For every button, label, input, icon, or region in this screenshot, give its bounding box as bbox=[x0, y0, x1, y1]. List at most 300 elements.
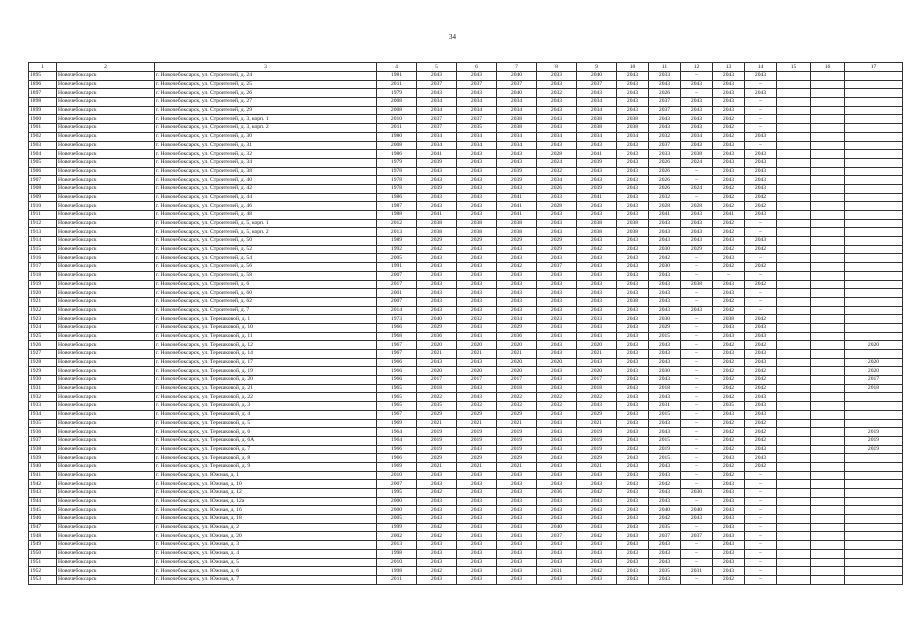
table-cell: 1989 bbox=[377, 237, 417, 246]
table-cell: г. Новочебоксарск, ул. Строителей, д. 27 bbox=[155, 98, 377, 107]
table-cell: 2029 bbox=[681, 245, 713, 254]
table-cell bbox=[777, 506, 811, 515]
table-cell: – bbox=[681, 358, 713, 367]
table-cell: 2043 bbox=[617, 80, 649, 89]
table-cell: 1911 bbox=[29, 211, 57, 220]
table-cell bbox=[811, 515, 845, 524]
table-cell: 2043 bbox=[649, 428, 681, 437]
table-cell: 2043 bbox=[537, 462, 577, 471]
table-cell: 2043 bbox=[457, 167, 497, 176]
table-row bbox=[29, 219, 903, 228]
table-cell bbox=[845, 575, 903, 584]
table-cell: 2043 bbox=[417, 541, 457, 550]
table-cell: 2043 bbox=[537, 549, 577, 558]
table-cell: 2043 bbox=[457, 393, 497, 402]
table-cell: 2038 bbox=[577, 124, 617, 133]
table-cell: 2029 bbox=[577, 454, 617, 463]
table-cell bbox=[845, 106, 903, 115]
table-cell: 2019 bbox=[417, 445, 457, 454]
table-cell: 2043 bbox=[417, 289, 457, 298]
table-cell: 2032 bbox=[457, 402, 497, 411]
table-cell: 2043 bbox=[617, 436, 649, 445]
table-cell: 1944 bbox=[29, 497, 57, 506]
table-cell: 2043 bbox=[457, 567, 497, 576]
table-cell: г. Новочебоксарск, ул. Строителей, д. 5, корп. 1 bbox=[155, 219, 377, 228]
table-cell: 1914 bbox=[29, 237, 57, 246]
table-cell: 2043 bbox=[537, 506, 577, 515]
table-cell bbox=[811, 263, 845, 272]
table-cell: 2002 bbox=[377, 532, 417, 541]
table-cell: 2042 bbox=[745, 367, 777, 376]
table-cell: 2038 bbox=[681, 150, 713, 159]
table-row bbox=[29, 254, 903, 263]
table-cell: 2043 bbox=[649, 124, 681, 133]
table-cell: – bbox=[681, 462, 713, 471]
table-cell: 2043 bbox=[457, 211, 497, 220]
table-cell: 2018 bbox=[497, 384, 537, 393]
table-cell bbox=[777, 167, 811, 176]
table-cell: 2043 bbox=[649, 280, 681, 289]
table-cell: 2040 bbox=[649, 506, 681, 515]
table-cell: г. Новочебоксарск, ул. Южная, д. 4 bbox=[155, 549, 377, 558]
table-cell: 2024 bbox=[681, 158, 713, 167]
table-cell: 2042 bbox=[649, 480, 681, 489]
table-cell: – bbox=[745, 98, 777, 107]
table-cell: 2043 bbox=[417, 167, 457, 176]
table-cell: Новочебоксарск bbox=[57, 184, 155, 193]
table-cell: 2007 bbox=[377, 297, 417, 306]
table-cell: 1897 bbox=[29, 89, 57, 98]
table-cell bbox=[777, 358, 811, 367]
table-cell: 2043 bbox=[457, 158, 497, 167]
table-cell bbox=[845, 176, 903, 185]
table-cell: 2043 bbox=[745, 211, 777, 220]
table-cell: 2043 bbox=[713, 150, 745, 159]
table-cell bbox=[845, 315, 903, 324]
table-cell bbox=[845, 237, 903, 246]
table-cell: 2020 bbox=[497, 367, 537, 376]
table-row bbox=[29, 115, 903, 124]
table-cell: 2043 bbox=[417, 280, 457, 289]
table-cell: 2042 bbox=[713, 219, 745, 228]
table-cell: 2043 bbox=[537, 297, 577, 306]
table-cell: 2040 bbox=[497, 89, 537, 98]
table-cell bbox=[811, 150, 845, 159]
table-cell: 2043 bbox=[497, 541, 537, 550]
table-cell: 1909 bbox=[29, 193, 57, 202]
table-cell: 2043 bbox=[497, 558, 537, 567]
table-cell: 1981 bbox=[377, 72, 417, 81]
table-cell: 2043 bbox=[537, 454, 577, 463]
table-cell: 2043 bbox=[537, 271, 577, 280]
table-row bbox=[29, 367, 903, 376]
table-row bbox=[29, 376, 903, 385]
table-cell bbox=[811, 89, 845, 98]
table-cell bbox=[845, 350, 903, 359]
table-cell: Новочебоксарск bbox=[57, 254, 155, 263]
table-cell: 2037 bbox=[577, 80, 617, 89]
table-cell: 2042 bbox=[649, 254, 681, 263]
table-row bbox=[29, 211, 903, 220]
table-row bbox=[29, 402, 903, 411]
table-cell: 2043 bbox=[745, 184, 777, 193]
table-cell: 2026 bbox=[649, 176, 681, 185]
table-cell: 2043 bbox=[649, 271, 681, 280]
table-cell: 2043 bbox=[745, 158, 777, 167]
table-cell: 2043 bbox=[537, 410, 577, 419]
table-cell: 2038 bbox=[577, 228, 617, 237]
table-cell: 2019 bbox=[845, 436, 903, 445]
table-cell: 2043 bbox=[745, 176, 777, 185]
table-cell bbox=[845, 323, 903, 332]
table-cell: Новочебоксарск bbox=[57, 150, 155, 159]
table-cell: 1919 bbox=[29, 280, 57, 289]
table-cell: г. Новочебоксарск, ул. Строителей, д. 26 bbox=[155, 89, 377, 98]
table-cell: 2029 bbox=[577, 410, 617, 419]
table-cell: 2043 bbox=[617, 350, 649, 359]
table-cell: 2042 bbox=[745, 341, 777, 350]
table-cell: 2042 bbox=[713, 445, 745, 454]
table-cell: 2042 bbox=[649, 515, 681, 524]
table-cell: 2043 bbox=[457, 263, 497, 272]
table-cell bbox=[811, 132, 845, 141]
table-cell bbox=[777, 393, 811, 402]
table-cell: 1902 bbox=[29, 132, 57, 141]
table-cell: 2043 bbox=[617, 141, 649, 150]
table-cell: 2043 bbox=[681, 106, 713, 115]
table-cell: 2042 bbox=[745, 315, 777, 324]
table-cell bbox=[811, 454, 845, 463]
data-table bbox=[28, 62, 903, 585]
table-cell: 2042 bbox=[713, 193, 745, 202]
table-cell: 2042 bbox=[745, 419, 777, 428]
table-cell: 2037 bbox=[649, 106, 681, 115]
table-cell: 2043 bbox=[649, 297, 681, 306]
table-cell: Новочебоксарск bbox=[57, 80, 155, 89]
table-row bbox=[29, 497, 903, 506]
table-cell: 2040 bbox=[577, 72, 617, 81]
table-cell: 2043 bbox=[649, 341, 681, 350]
column-number-cell: 14 bbox=[745, 63, 777, 72]
table-cell: 2043 bbox=[457, 497, 497, 506]
table-cell: 2021 bbox=[417, 419, 457, 428]
table-cell bbox=[777, 193, 811, 202]
table-cell: 2037 bbox=[537, 263, 577, 272]
table-cell: 2043 bbox=[577, 358, 617, 367]
table-cell: г. Новочебоксарск, ул. Терешковой, д. 7 bbox=[155, 445, 377, 454]
table-cell: Новочебоксарск bbox=[57, 497, 155, 506]
table-row bbox=[29, 315, 903, 324]
table-cell: Новочебоксарск bbox=[57, 393, 155, 402]
table-cell: 1895 bbox=[29, 72, 57, 81]
table-cell: 2043 bbox=[497, 271, 537, 280]
table-cell: г. Новочебоксарск, ул. Строителей, д. 30 bbox=[155, 132, 377, 141]
table-cell: 2043 bbox=[617, 393, 649, 402]
table-cell: 2030 bbox=[649, 245, 681, 254]
table-row bbox=[29, 532, 903, 541]
table-cell: Новочебоксарск bbox=[57, 384, 155, 393]
table-cell: Новочебоксарск bbox=[57, 89, 155, 98]
table-cell: 2021 bbox=[497, 350, 537, 359]
table-cell: 1926 bbox=[29, 341, 57, 350]
table-cell: 2034 bbox=[497, 132, 537, 141]
table-cell: 2020 bbox=[457, 367, 497, 376]
table-cell bbox=[811, 462, 845, 471]
table-cell bbox=[811, 523, 845, 532]
table-cell: Новочебоксарск bbox=[57, 350, 155, 359]
table-cell: 2041 bbox=[577, 193, 617, 202]
table-cell: 2043 bbox=[457, 506, 497, 515]
table-row bbox=[29, 350, 903, 359]
table-cell: 2043 bbox=[537, 98, 577, 107]
table-cell: 1935 bbox=[29, 419, 57, 428]
table-cell bbox=[811, 393, 845, 402]
table-cell: 2043 bbox=[537, 106, 577, 115]
table-cell: г. Новочебоксарск, ул. Строителей, д. 50 bbox=[155, 237, 377, 246]
table-cell: 2043 bbox=[745, 402, 777, 411]
table-cell: – bbox=[745, 115, 777, 124]
table-cell: 1901 bbox=[29, 124, 57, 133]
table-cell: 2043 bbox=[577, 202, 617, 211]
table-cell bbox=[845, 419, 903, 428]
table-row bbox=[29, 419, 903, 428]
table-cell: 2017 bbox=[577, 376, 617, 385]
table-cell: г. Новочебоксарск, ул. Терешковой, д. 10 bbox=[155, 323, 377, 332]
table-row bbox=[29, 184, 903, 193]
table-cell: 2037 bbox=[497, 80, 537, 89]
table-cell: 2043 bbox=[617, 558, 649, 567]
table-cell: 1969 bbox=[377, 419, 417, 428]
table-cell: г. Новочебоксарск, ул. Строителей, д. 38 bbox=[155, 167, 377, 176]
table-cell: 2029 bbox=[417, 323, 457, 332]
table-cell: г. Новочебоксарск, ул. Строителей, д. 54 bbox=[155, 254, 377, 263]
table-cell: 2043 bbox=[617, 575, 649, 584]
table-cell: 2043 bbox=[417, 72, 457, 81]
table-cell bbox=[845, 402, 903, 411]
table-cell bbox=[845, 72, 903, 81]
table-cell: 2032 bbox=[497, 402, 537, 411]
table-cell: 1964 bbox=[377, 436, 417, 445]
table-cell: 2029 bbox=[497, 237, 537, 246]
table-cell: 2034 bbox=[457, 106, 497, 115]
table-cell: 2043 bbox=[617, 167, 649, 176]
table-cell: 2043 bbox=[457, 515, 497, 524]
table-cell: 2034 bbox=[497, 141, 537, 150]
table-cell bbox=[777, 124, 811, 133]
table-cell: 2029 bbox=[457, 410, 497, 419]
table-cell: 2043 bbox=[617, 245, 649, 254]
table-cell bbox=[811, 471, 845, 480]
table-cell: 2043 bbox=[681, 515, 713, 524]
table-cell bbox=[777, 98, 811, 107]
table-cell: Новочебоксарск bbox=[57, 575, 155, 584]
table-cell: – bbox=[745, 289, 777, 298]
table-cell: г. Новочебоксарск, ул. Строителей, д. 60 bbox=[155, 289, 377, 298]
table-cell: 2042 bbox=[417, 567, 457, 576]
table-cell: 2017 bbox=[497, 376, 537, 385]
table-cell: 2043 bbox=[497, 567, 537, 576]
table-row bbox=[29, 549, 903, 558]
table-row bbox=[29, 384, 903, 393]
table-cell: 1998 bbox=[377, 567, 417, 576]
table-cell: 2043 bbox=[537, 384, 577, 393]
table-cell: 2043 bbox=[745, 332, 777, 341]
table-cell: 2043 bbox=[577, 332, 617, 341]
table-row bbox=[29, 106, 903, 115]
table-cell: 2043 bbox=[577, 323, 617, 332]
table-cell: 2043 bbox=[745, 89, 777, 98]
table-cell: 1948 bbox=[29, 532, 57, 541]
table-row bbox=[29, 323, 903, 332]
table-cell: 2043 bbox=[577, 575, 617, 584]
table-cell: 1939 bbox=[29, 454, 57, 463]
table-cell: 2043 bbox=[417, 471, 457, 480]
table-cell: Новочебоксарск bbox=[57, 237, 155, 246]
table-cell: Новочебоксарск bbox=[57, 506, 155, 515]
table-cell: 2043 bbox=[537, 515, 577, 524]
table-row bbox=[29, 332, 903, 341]
table-cell: Новочебоксарск bbox=[57, 358, 155, 367]
table-cell: – bbox=[681, 523, 713, 532]
page-number: 34 bbox=[449, 33, 456, 41]
table-cell: – bbox=[681, 323, 713, 332]
table-cell: 2043 bbox=[713, 254, 745, 263]
table-cell: 2043 bbox=[457, 306, 497, 315]
table-cell: Новочебоксарск bbox=[57, 480, 155, 489]
table-row bbox=[29, 228, 903, 237]
table-cell: 2043 bbox=[577, 402, 617, 411]
table-row bbox=[29, 306, 903, 315]
table-row bbox=[29, 167, 903, 176]
table-cell: 2019 bbox=[577, 445, 617, 454]
table-cell: 2043 bbox=[417, 89, 457, 98]
table-cell bbox=[811, 106, 845, 115]
table-cell: 2022 bbox=[577, 393, 617, 402]
table-cell: Новочебоксарск bbox=[57, 341, 155, 350]
table-cell bbox=[811, 358, 845, 367]
table-cell: 2031 bbox=[681, 567, 713, 576]
table-cell: 2043 bbox=[417, 480, 457, 489]
table-cell: 1936 bbox=[29, 428, 57, 437]
table-row bbox=[29, 567, 903, 576]
table-cell: 2043 bbox=[681, 237, 713, 246]
table-cell: Новочебоксарск bbox=[57, 332, 155, 341]
table-cell: 2043 bbox=[713, 89, 745, 98]
table-cell: 1899 bbox=[29, 106, 57, 115]
table-cell: 1965 bbox=[377, 384, 417, 393]
table-cell: 2043 bbox=[417, 193, 457, 202]
table-cell: 2042 bbox=[713, 341, 745, 350]
table-cell: 2008 bbox=[377, 106, 417, 115]
table-cell: 2033 bbox=[649, 150, 681, 159]
table-cell: – bbox=[745, 515, 777, 524]
table-cell: 2043 bbox=[649, 237, 681, 246]
table-row bbox=[29, 245, 903, 254]
table-cell: 2043 bbox=[713, 454, 745, 463]
table-cell: Новочебоксарск bbox=[57, 436, 155, 445]
table-cell: 2043 bbox=[497, 306, 537, 315]
table-cell: 2043 bbox=[497, 575, 537, 584]
table-cell bbox=[777, 150, 811, 159]
table-cell: 1932 bbox=[29, 393, 57, 402]
table-cell: 1965 bbox=[377, 393, 417, 402]
table-row bbox=[29, 89, 903, 98]
table-cell: 2043 bbox=[537, 228, 577, 237]
table-cell bbox=[845, 115, 903, 124]
table-cell: 2018 bbox=[845, 384, 903, 393]
table-cell: 2043 bbox=[537, 332, 577, 341]
table-cell: – bbox=[681, 254, 713, 263]
table-cell: Новочебоксарск bbox=[57, 376, 155, 385]
table-cell: 2029 bbox=[417, 410, 457, 419]
table-cell: 2043 bbox=[713, 141, 745, 150]
table-cell: 2043 bbox=[617, 306, 649, 315]
table-cell: 2043 bbox=[649, 575, 681, 584]
table-cell: Новочебоксарск bbox=[57, 462, 155, 471]
table-cell: 2043 bbox=[537, 280, 577, 289]
table-cell: 1999 bbox=[377, 523, 417, 532]
table-cell: 2043 bbox=[577, 263, 617, 272]
table-cell bbox=[845, 549, 903, 558]
table-cell bbox=[777, 480, 811, 489]
table-cell: 2043 bbox=[537, 419, 577, 428]
table-cell: 2043 bbox=[577, 506, 617, 515]
table-cell: г. Новочебоксарск, ул. Терешковой, д. 5 bbox=[155, 419, 377, 428]
table-row bbox=[29, 297, 903, 306]
table-row bbox=[29, 158, 903, 167]
column-number-cell: 8 bbox=[537, 63, 577, 72]
table-cell: 2043 bbox=[417, 506, 457, 515]
table-cell bbox=[777, 367, 811, 376]
table-cell bbox=[845, 219, 903, 228]
table-cell: 2015 bbox=[649, 454, 681, 463]
table-cell: 2043 bbox=[713, 289, 745, 298]
table-cell: 2034 bbox=[577, 132, 617, 141]
table-row bbox=[29, 436, 903, 445]
table-cell bbox=[811, 315, 845, 324]
table-cell: – bbox=[681, 445, 713, 454]
table-cell: 2043 bbox=[497, 280, 537, 289]
table-cell: 2043 bbox=[577, 89, 617, 98]
table-cell: г. Новочебоксарск, ул. Терешковой, д. 8 bbox=[155, 454, 377, 463]
table-cell bbox=[811, 445, 845, 454]
table-cell: 2043 bbox=[681, 141, 713, 150]
table-cell: 2035 bbox=[649, 523, 681, 532]
table-cell bbox=[777, 323, 811, 332]
table-cell: 2043 bbox=[577, 176, 617, 185]
table-cell: 2018 bbox=[649, 384, 681, 393]
table-cell: г. Новочебоксарск, ул. Строителей, д. 42 bbox=[155, 184, 377, 193]
table-cell: 2033 bbox=[577, 315, 617, 324]
table-cell: 2020 bbox=[417, 367, 457, 376]
table-cell: 2028 bbox=[537, 150, 577, 159]
table-cell: – bbox=[745, 497, 777, 506]
table-cell: – bbox=[745, 575, 777, 584]
table-cell: 2043 bbox=[457, 549, 497, 558]
table-cell bbox=[845, 150, 903, 159]
table-cell: 2042 bbox=[713, 436, 745, 445]
table-cell: 2041 bbox=[497, 193, 537, 202]
table-cell: 1966 bbox=[377, 358, 417, 367]
table-cell bbox=[777, 541, 811, 550]
table-cell: 2043 bbox=[537, 376, 577, 385]
table-cell: 2005 bbox=[377, 515, 417, 524]
table-cell bbox=[811, 80, 845, 89]
table-cell: 1929 bbox=[29, 367, 57, 376]
table-cell: 2040 bbox=[417, 315, 457, 324]
table-cell: 2043 bbox=[577, 549, 617, 558]
table-row bbox=[29, 541, 903, 550]
